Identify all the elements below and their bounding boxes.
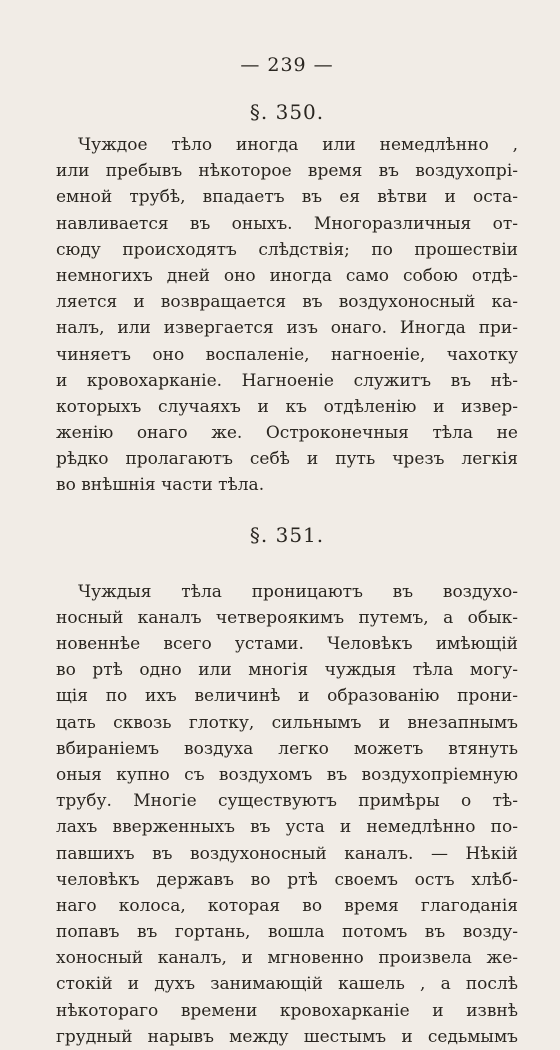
text-line: павшихъ въ воздухоносный каналъ. — Нѣкій — [56, 843, 518, 864]
text-line: Чуждыя тѣла проницаютъ въ воздухо- — [78, 581, 518, 602]
text-line: которыхъ случаяхъ и къ отдѣленію и извер- — [56, 396, 518, 417]
text-line: лахъ вверженныхъ въ уста и немедлѣнно по- — [56, 817, 518, 838]
text-line: стокій и духъ занимающій кашель , а послѣ — [56, 974, 518, 995]
text-line: рѣдко пролагаютъ себѣ и путь чрезъ легкія — [56, 449, 518, 470]
text-line: наго колоса, которая во время глагоданія — [56, 895, 518, 916]
paragraph-351 — [56, 579, 518, 1050]
text-line: вбираніемъ воздуха легко можетъ втянуть — [56, 738, 518, 759]
text-line: емной трубѣ, впадаетъ въ ея вѣтви и оста- — [56, 187, 518, 208]
text-line: оныя купно съ воздухомъ въ воздухопріемную — [56, 764, 518, 785]
text-line: хоносный каналъ, и мгновенно произвела же- — [56, 948, 518, 969]
text-line: Чуждое тѣло иногда или немедлѣнно , — [78, 135, 518, 155]
text-line: или пребывъ нѣкоторое время въ воздухопрі- — [56, 161, 518, 182]
text-line: щія по ихъ величинѣ и образованію прони- — [56, 686, 518, 707]
text-line: и кровохарканіе. Нагноеніе служитъ въ нѣ- — [56, 370, 518, 391]
section-spacer — [56, 499, 518, 521]
text-line: ляется и возвращается въ воздухоносный ка- — [56, 292, 518, 313]
text-line: сюду происходятъ слѣдствія; по прошествіи — [56, 239, 518, 260]
text-line: во внѣшнія части тѣла. — [56, 475, 265, 496]
text-line: новеннѣе всего устами. Человѣкъ имѣющій — [56, 634, 518, 654]
text-line: нѣкотораго времени кровохарканіе и извнѣ — [56, 1000, 518, 1021]
text-line: чиняетъ оно воспаленіе, нагноеніе, чахотку — [56, 344, 518, 365]
text-line: попавъ въ гортань, вошла потомъ въ возду- — [56, 922, 518, 943]
page-number: — 239 — — [240, 54, 334, 76]
text-line: во ртѣ одно или многія чуждыя тѣла могу- — [56, 660, 518, 681]
text-line: носный каналъ четвероякимъ путемъ, а обык- — [56, 607, 518, 628]
text-line: немногихъ дней оно иногда само собою отдѣ- — [56, 265, 518, 286]
text-line: трубу. Многіе существуютъ примѣры о тѣ- — [56, 791, 518, 812]
text-line: человѣкъ державъ во ртѣ своемъ остъ хлѣб- — [56, 869, 518, 890]
section-heading-350: §. 350. — [249, 100, 325, 124]
section-spacer — [56, 555, 518, 579]
text-line: грудный нарывъ между шестымъ и седьмымъ — [56, 1026, 518, 1047]
section-heading-351: §. 351. — [249, 522, 325, 547]
paragraph-350 — [56, 132, 518, 499]
text-line: навливается въ оныхъ. Многоразличныя от- — [56, 213, 518, 234]
text-line: женію онаго же. Остроконечныя тѣла не — [56, 423, 518, 444]
text-line: налъ, или извергается изъ онаго. Иногда при- — [56, 318, 518, 339]
text-line: цать сквозь глотку, сильнымъ и внезапнымъ — [56, 712, 518, 733]
